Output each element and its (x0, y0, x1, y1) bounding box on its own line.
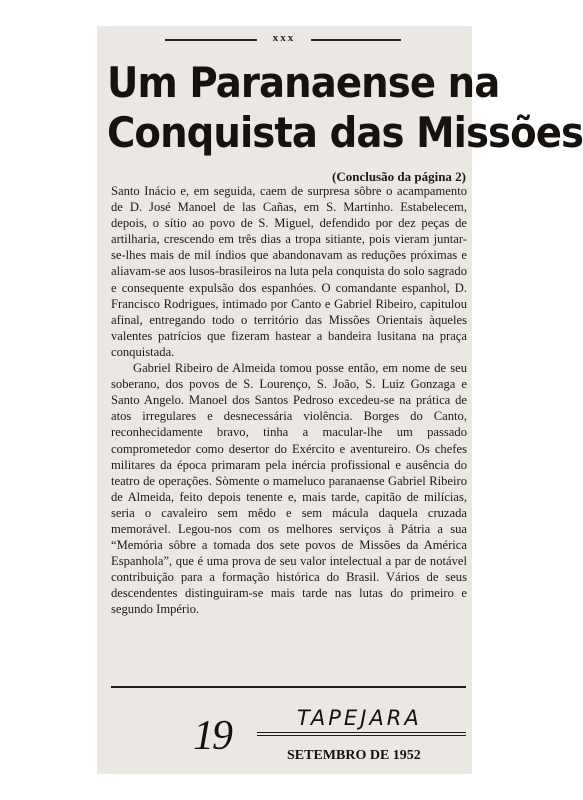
newspaper-clipping (97, 26, 583, 774)
page-number: 19 (193, 713, 231, 759)
paragraph-1: Santo Inácio e, em seguida, caem de surpresa sôbre o acampamento de D. José Manoel de las Cañas, em S. Martinho. Estabelecem, depois, o sítio ao povo de S. Miguel, defendido por dez peças de artilharia, crescendo em três dias a tropa sitiante, pois vieram juntar-se-lhes mais de mil índios que abandonavam as reduções próximas e aliavam-se aos lusos-brasileiros na luta pela conquista do solo sagrado e consequente expulsão dos espanhóes. O comandante espanhol, D. Francisco Rodrigues, intimado por Canto e Gabriel Ribeiro, capitulou afinal, entregando todo o território das Missões Orientais àqueles valentes patrícios que fizeram hastear a bandeira lusitana na praça conquistada. (111, 184, 467, 359)
continuation-note: (Conclusão da página 2) (332, 169, 466, 184)
footer-rule-upper (257, 732, 466, 733)
article-body (111, 183, 467, 618)
footer-rule-lower (257, 735, 466, 736)
title-line-1: Um Paranaense na (107, 58, 500, 107)
footer-separator (111, 686, 466, 688)
ornament-line-left (165, 39, 257, 41)
issue-date: SETEMBRO DE 1952 (287, 748, 421, 763)
article-title (107, 58, 583, 158)
top-ornament-rule (97, 33, 472, 45)
paragraph-2: Gabriel Ribeiro de Almeida tomou posse então, em nome de seu soberano, dos povos de S. Lourenço, S. João, S. Luiz Gonzaga e Santo Angelo. Manoel dos Santos Pedroso excedeu-se na prática de atos irregulares e desnecessária violência. Borges do Canto, reconhecidamente bravo, tinha a macular-lhe um passado comprometedor como desertor do Exército e aventureiro. Os chefes militares da época primaram pela inércia profissional e ausência do teatro de operações. Sòmente o mameluco paranaense Gabriel Ribeiro de Almeida, feito depois tenente e, mais tarde, capitão de milícias, seria o cavaleiro sem mêdo e sem mácula daquela cruzada memorável. Legou-nos com os melhores serviços à Pátria a sua “Memória sôbre a tomada dos sete povos de Missões da América Espanhola”, que é uma prova de seu valor intelectual a par de notável contribuição para a formação histórica do Brasil. Vários de seus descendentes distinguiram-se mais tarde nas lutas do primeiro e segundo Império. (111, 361, 467, 617)
magazine-name: TAPEJARA (297, 706, 422, 730)
ornament-line-right (311, 39, 401, 41)
ornament-mark: xxx (272, 32, 296, 44)
title-line-2: Conquista das Missões (107, 108, 583, 157)
